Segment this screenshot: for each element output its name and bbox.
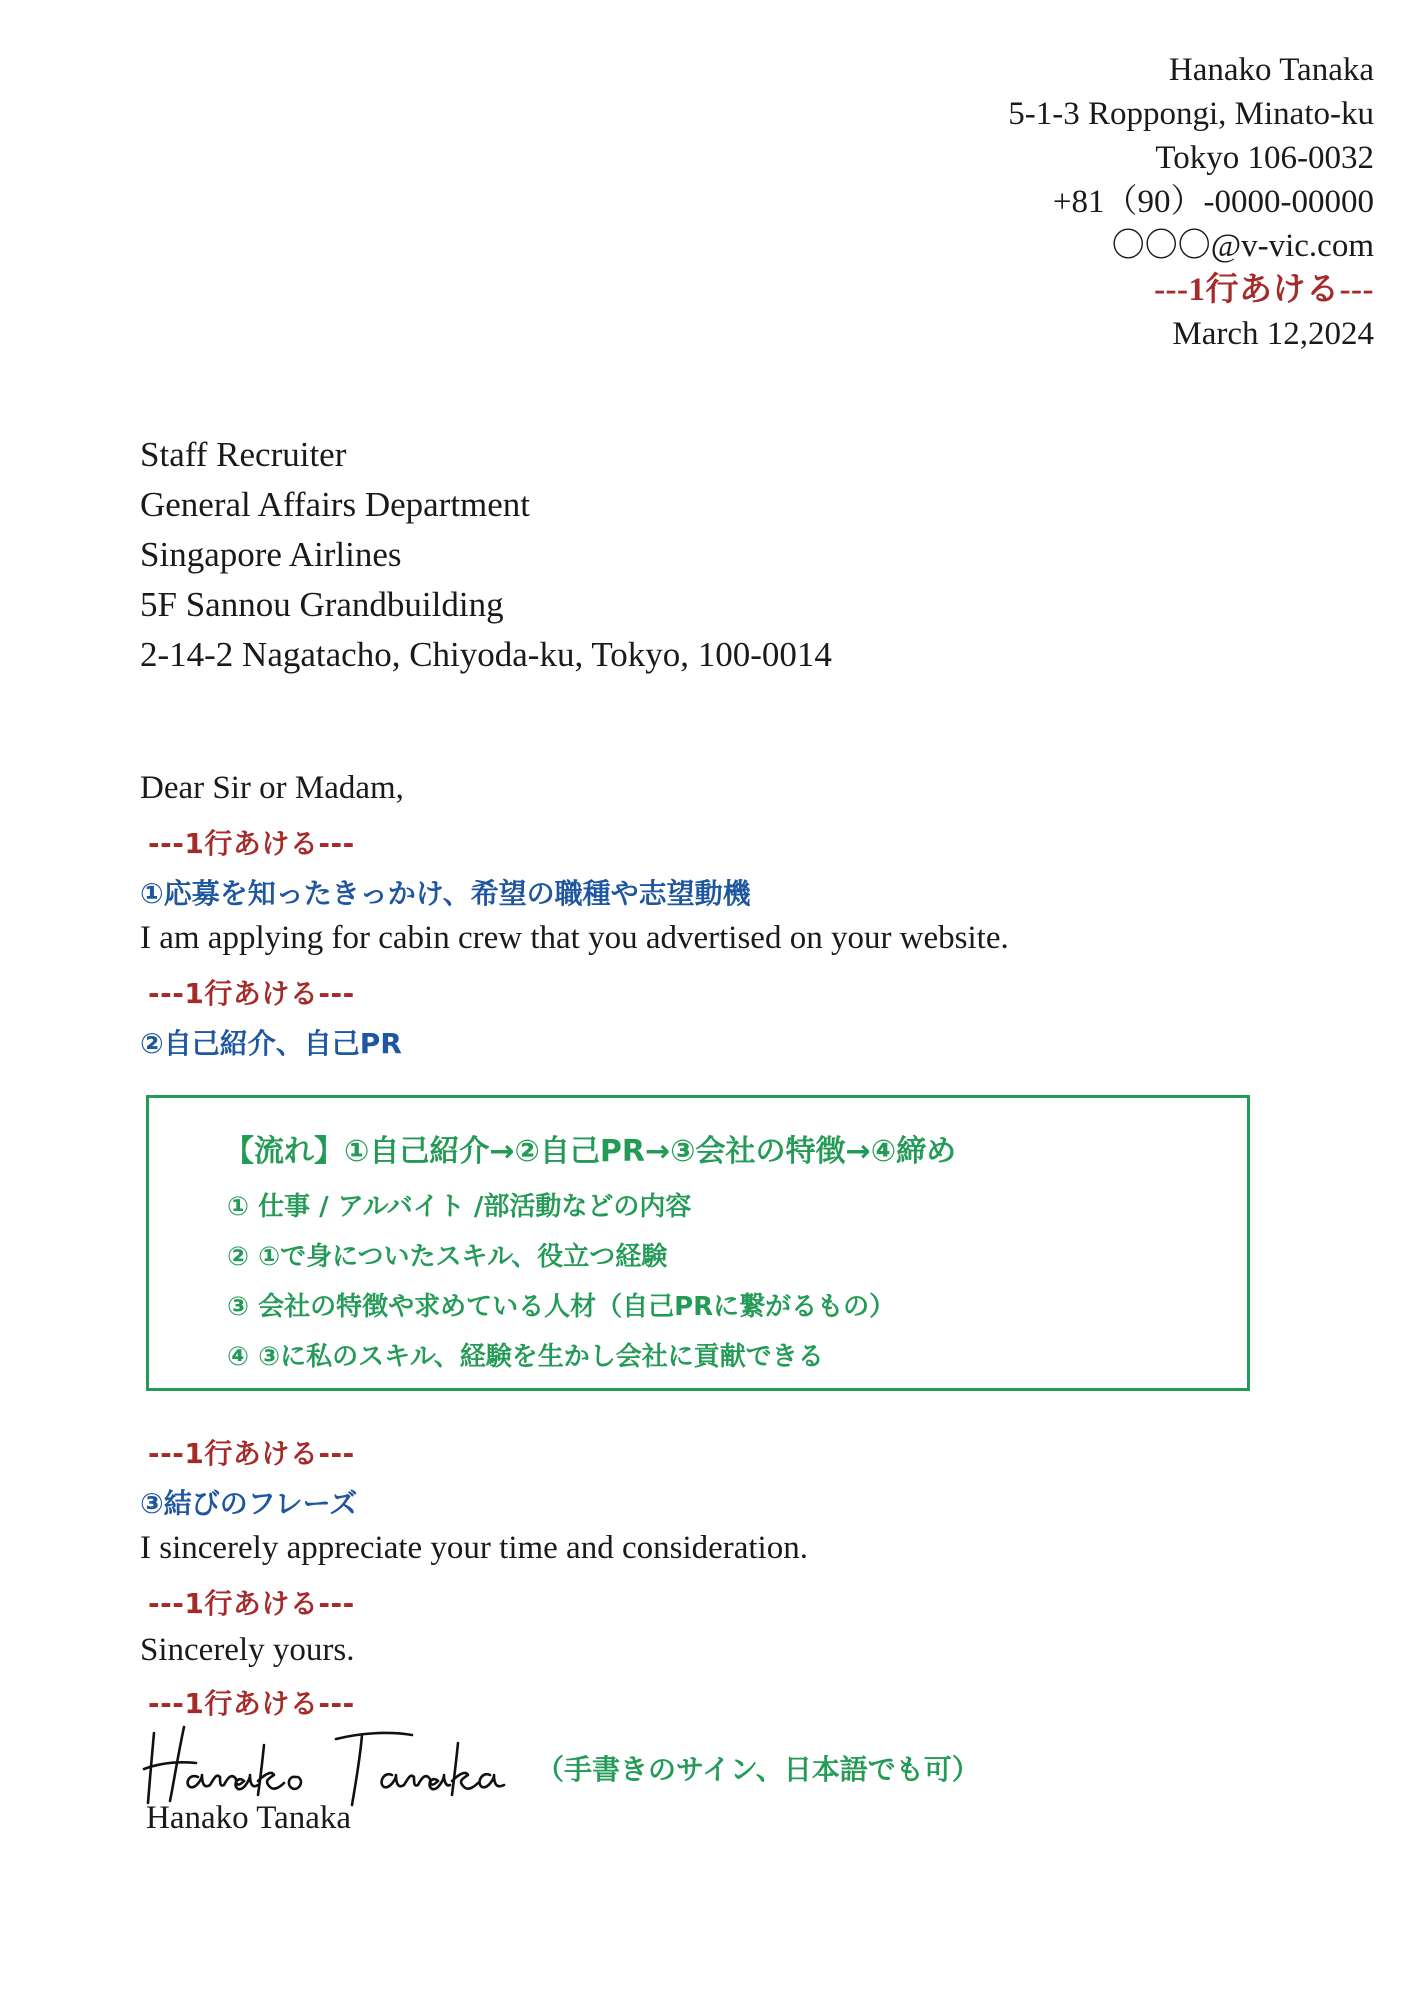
printed-signature-name: Hanako Tanaka [146, 1800, 352, 1836]
section-heading-closing-phrase: ③結びのフレーズ [140, 1487, 358, 1520]
signature-note: （手書きのサイン、日本語でも可） [536, 1753, 980, 1786]
recipient-block [140, 430, 832, 680]
guide-item-3: ③ 会社の特徴や求めている人材（自己PRに繋がるもの） [227, 1292, 896, 1322]
recipient-line4: 5F Sannou Grandbuilding [140, 585, 504, 624]
blank-line-instruction-4: ---1行あける--- [148, 1587, 355, 1620]
blank-line-instruction-5: ---1行あける--- [148, 1687, 355, 1720]
sender-address-line1: 5-1-3 Roppongi, Minato-ku [1008, 96, 1374, 132]
recipient-line1: Staff Recruiter [140, 435, 347, 474]
guide-box-title: 【流れ】①自己紹介→②自己PR→③会社の特徴→④締め [224, 1134, 957, 1169]
guide-item-1: ① 仕事 / アルバイト /部活動などの内容 [227, 1192, 692, 1222]
sender-address-line2: Tokyo 106-0032 [1155, 140, 1374, 176]
recipient-line3: Singapore Airlines [140, 535, 402, 574]
sender-name: Hanako Tanaka [1168, 52, 1374, 88]
closing-phrase-text: I sincerely appreciate your time and consideration. [140, 1530, 808, 1566]
blank-line-instruction-1: ---1行あける--- [148, 827, 355, 860]
sender-email: 〇〇〇@v-vic.com [1111, 228, 1374, 264]
blank-line-instruction-3: ---1行あける--- [148, 1437, 355, 1470]
blank-line-instruction: ---1行あける--- [1154, 272, 1374, 308]
motivation-text: I am applying for cabin crew that you advertised on your website. [140, 920, 1009, 956]
complimentary-close: Sincerely yours. [140, 1632, 355, 1668]
guide-item-4: ④ ③に私のスキル、経験を生かし会社に貢献できる [227, 1342, 824, 1372]
sender-phone: +81（90）-0000-00000 [1052, 184, 1374, 220]
guide-item-2: ② ①で身についたスキル、役立つ経験 [227, 1242, 668, 1272]
blank-line-instruction-2: ---1行あける--- [148, 977, 355, 1010]
section-heading-motivation: ①応募を知ったきっかけ、希望の職種や志望動機 [140, 877, 751, 910]
section-heading-self-pr: ②自己紹介、自己PR [140, 1027, 402, 1060]
recipient-line5: 2-14-2 Nagatacho, Chiyoda-ku, Tokyo, 100-0014 [140, 635, 832, 674]
letter-date: March 12,2024 [1172, 316, 1374, 352]
salutation: Dear Sir or Madam, [140, 770, 404, 806]
guide-box [146, 1095, 1250, 1391]
sender-block [774, 48, 1374, 356]
recipient-line2: General Affairs Department [140, 485, 531, 524]
